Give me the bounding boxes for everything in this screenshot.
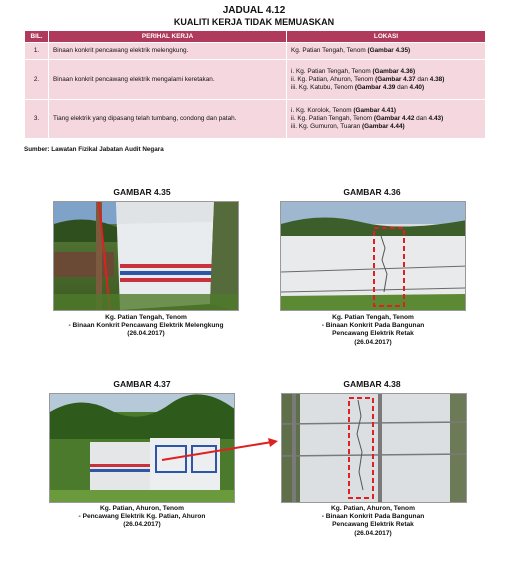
caption-line: (26.04.2017) xyxy=(354,338,392,346)
row-lokasi xyxy=(287,100,486,139)
figure-caption xyxy=(253,314,493,347)
table-row xyxy=(25,100,486,139)
lokasi-line: Kg. Patian Tengah, Tenom (Gambar 4.35) xyxy=(291,47,411,54)
row-number: 2. xyxy=(25,60,49,100)
caption-line: - Pencawang Elektrik Kg. Patian, Ahuron xyxy=(78,513,206,521)
caption-line: Kg. Patian Tengah, Tenom xyxy=(105,314,187,321)
source-note: Sumber: Lawatan Fizikal Jabatan Audit Negara xyxy=(24,146,164,153)
table-row xyxy=(25,60,486,100)
caption-line: Pencawang Elektrik Retak xyxy=(332,521,414,529)
table-number: JADUAL 4.12 xyxy=(222,5,286,16)
lokasi-line: i. Kg. Patian Tengah, Tenom (Gambar 4.36) xyxy=(291,67,416,75)
caption-line: Pencawang Elektrik Retak xyxy=(332,330,414,338)
findings-table xyxy=(24,30,486,139)
photo-image xyxy=(282,394,467,503)
header-perihal: PERIHAL KERJA xyxy=(49,31,287,43)
photo-cracked-wall xyxy=(280,201,466,311)
caption-line: (26.04.2017) xyxy=(354,529,392,537)
figure-caption xyxy=(253,505,493,538)
lokasi-line: ii. Kg. Patian Tengah, Tenom (Gambar 4.42 dan 4.43) xyxy=(291,115,444,122)
figure-title: GAMBAR 4.38 xyxy=(343,379,401,389)
lokasi-line: i. Kg. Korolok, Tenom (Gambar 4.41) xyxy=(291,107,397,114)
figure-title: GAMBAR 4.35 xyxy=(113,187,171,197)
caption-line: - Binaan Konkrit Pada Bangunan xyxy=(321,513,425,521)
table-title: KUALITI KERJA TIDAK MEMUASKAN xyxy=(173,17,335,27)
row-lokasi xyxy=(287,60,486,100)
row-perihal: Binaan konkrit pencawang elektrik mengalami keretakan. xyxy=(49,60,287,100)
photo-image xyxy=(54,202,239,311)
row-lokasi xyxy=(287,43,486,60)
photo-bent-concrete-substation xyxy=(53,201,239,311)
table-row xyxy=(25,43,486,60)
header-lokasi: LOKASI xyxy=(287,31,486,43)
photo-cracked-wall-closeup xyxy=(281,393,467,503)
row-perihal: Binaan konkrit pencawang elektrik melengkung. xyxy=(49,43,287,60)
lokasi-line: iii. Kg. Katubu, Tenom (Gambar 4.39 dan 4.40) xyxy=(291,83,425,91)
figure-title: GAMBAR 4.36 xyxy=(343,187,401,197)
row-number: 3. xyxy=(25,100,49,139)
caption-line: (26.04.2017) xyxy=(123,521,161,529)
caption-line: - Binaan Konkrit Pencawang Elektrik Melengkung xyxy=(68,322,224,330)
lokasi-line: iii. Kg. Gumuron, Tuaran (Gambar 4.44) xyxy=(291,123,405,130)
header-bil: BIL. xyxy=(25,31,49,43)
caption-line: (26.04.2017) xyxy=(127,330,165,338)
caption-line: - Binaan Konkrit Pada Bangunan xyxy=(321,322,425,330)
pointer-arrow xyxy=(160,430,280,470)
figure-caption xyxy=(22,505,262,530)
figure-caption xyxy=(26,314,266,339)
lokasi-line: ii. Kg. Patian, Ahuron, Tenom (Gambar 4.37 dan 4.38) xyxy=(291,75,445,83)
photo-image xyxy=(281,202,466,311)
caption-line: Kg. Patian, Ahuron, Tenom xyxy=(331,505,415,512)
figure-title: GAMBAR 4.37 xyxy=(113,379,171,389)
table-header-row xyxy=(25,31,486,43)
caption-line: Kg. Patian Tengah, Tenom xyxy=(332,314,414,321)
row-number: 1. xyxy=(25,43,49,60)
row-perihal: Tiang elektrik yang dipasang telah tumbang, condong dan patah. xyxy=(49,100,287,139)
caption-line: Kg. Patian, Ahuron, Tenom xyxy=(100,505,184,512)
